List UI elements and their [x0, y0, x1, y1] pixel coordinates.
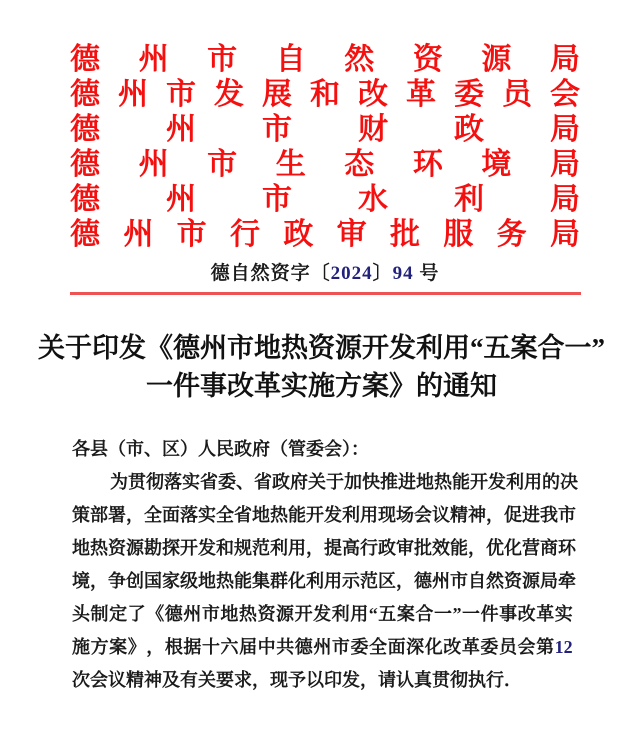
body-char: 省 [254, 472, 272, 492]
body-char: 十 [201, 637, 220, 657]
body-char: 》 [127, 637, 146, 657]
body-char: 化 [504, 538, 522, 558]
agency-name-char: 州 [166, 112, 196, 146]
body-char: 发 [324, 505, 342, 525]
body-char: 创 [126, 571, 144, 591]
body-char: 和 [216, 538, 234, 558]
document-number-digits: 94 [392, 263, 414, 284]
body-char: 第 [536, 637, 555, 657]
agency-name-char: 市 [207, 147, 238, 181]
body-char: 提 [324, 538, 342, 558]
body-char: 化 [424, 637, 443, 657]
body-char: 神 [468, 505, 486, 525]
body-char: 源 [522, 571, 540, 591]
body-char: 件 [480, 604, 499, 624]
agency-name-char: 环 [412, 147, 443, 181]
document-title-line-1: 关于印发《德州市地热资源开发利用“五案合一” [38, 333, 605, 363]
body-char: 据 [183, 637, 202, 657]
body-char: 牵 [558, 571, 576, 591]
agency-name-char: 政 [283, 217, 314, 251]
body-char: 德 [294, 637, 313, 657]
body-char: 用 [360, 505, 378, 525]
body-char: 革 [461, 637, 480, 657]
document-number-row [70, 263, 580, 285]
body-char: 、 [236, 472, 254, 492]
body-char: 五 [378, 604, 397, 624]
document-title [0, 329, 643, 405]
body-char: ， [90, 571, 108, 591]
body-char: 府 [290, 472, 308, 492]
body-text-line [72, 631, 573, 664]
body-char: 会 [414, 505, 432, 525]
body-char: 开 [294, 604, 313, 624]
agency-name-char: 改 [358, 77, 388, 111]
agency-name-char: 市 [176, 217, 207, 251]
body-char: 届 [239, 637, 258, 657]
agency-name-char: 委 [454, 77, 484, 111]
agency-name-char: 局 [550, 182, 580, 216]
body-char: 市 [201, 604, 220, 624]
body-char: 实 [198, 505, 216, 525]
body-char: 地 [198, 571, 216, 591]
body-text: 各县（市、区）人民政府（管委会）： [72, 439, 369, 459]
body-char: 用 [324, 571, 342, 591]
body-char: 争 [108, 571, 126, 591]
body-char: 实 [182, 472, 200, 492]
body-char: 利 [331, 604, 350, 624]
body-char: 热 [270, 505, 288, 525]
body-char: 场 [396, 505, 414, 525]
body-char: 六 [220, 637, 239, 657]
body-char: 发 [313, 604, 332, 624]
agency-name-char: 市 [207, 42, 238, 76]
body-char: 落 [180, 505, 198, 525]
body-char: 方 [90, 637, 109, 657]
body-char: 为 [110, 472, 128, 492]
body-char: 定 [109, 604, 128, 624]
body-char: 省 [234, 505, 252, 525]
body-char: 范 [360, 571, 378, 591]
agency-name-char: 生 [275, 147, 306, 181]
body-char: 源 [276, 604, 295, 624]
body-char: 开 [180, 538, 198, 558]
document-number-digits: 2024 [330, 263, 373, 284]
body-char: 优 [486, 538, 504, 558]
red-header [70, 38, 580, 251]
red-divider-rule [70, 292, 581, 295]
body-char: 用 [288, 538, 306, 558]
body-char: 州 [432, 571, 450, 591]
body-char: 员 [498, 637, 517, 657]
agency-name-char: 市 [262, 112, 292, 146]
body-char: 议 [432, 505, 450, 525]
body-char: 范 [252, 538, 270, 558]
body-text-line [72, 466, 578, 499]
body-char: 落 [164, 472, 182, 492]
body-char: ， [126, 505, 144, 525]
body-char: 深 [406, 637, 425, 657]
body-char: 政 [272, 472, 290, 492]
body-char: 关 [308, 472, 326, 492]
body-char: 快 [362, 472, 380, 492]
body-char: ， [306, 538, 324, 558]
body-char: 地 [252, 505, 270, 525]
body-char: 案 [109, 637, 128, 657]
body-char: 施 [72, 637, 90, 657]
body-char: 贯 [128, 472, 146, 492]
body-text: 次会议精神及有关要求，现予以印发，请认真贯彻执行． [72, 670, 522, 690]
agency-name-char: 德 [70, 77, 100, 111]
body-char: 政 [378, 538, 396, 558]
body-char: ， [396, 571, 414, 591]
body-char: 区 [378, 571, 396, 591]
body-char: 的 [542, 472, 560, 492]
agency-name-char: 员 [502, 77, 532, 111]
agency-name-char: 境 [481, 147, 512, 181]
body-char: 了 [127, 604, 146, 624]
body-char: 现 [378, 505, 396, 525]
body-char: 开 [470, 472, 488, 492]
body-char: 改 [443, 637, 462, 657]
agency-name-char: 州 [118, 77, 148, 111]
body-char: 利 [342, 505, 360, 525]
body-char: 省 [200, 472, 218, 492]
body-char: 用 [350, 604, 369, 624]
body-char: 精 [450, 505, 468, 525]
agency-name-char: 革 [406, 77, 436, 111]
body-number: 12 [554, 637, 573, 657]
agency-name-char: 局 [549, 42, 580, 76]
body-char: ” [452, 604, 462, 624]
agency-name-line [70, 73, 580, 111]
body-char: 共 [276, 637, 295, 657]
body-char: 进 [522, 505, 540, 525]
body-char: 改 [517, 604, 536, 624]
body-char: 德 [414, 571, 432, 591]
body-char: 环 [558, 538, 576, 558]
body-char: 制 [90, 604, 109, 624]
body-char: 市 [450, 571, 468, 591]
body-char: 开 [306, 505, 324, 525]
agency-name-char: 市 [166, 77, 196, 111]
body-char: 市 [331, 637, 350, 657]
body-text-line [72, 598, 573, 631]
agency-name-char: 局 [549, 147, 580, 181]
body-char: 实 [554, 604, 573, 624]
body-char: 局 [540, 571, 558, 591]
agency-name-char: 州 [123, 217, 154, 251]
body-text-line [72, 565, 576, 598]
body-char: 能 [288, 505, 306, 525]
body-char: 能 [450, 538, 468, 558]
agency-name-char: 和 [310, 77, 340, 111]
body-char: 用 [524, 472, 542, 492]
body-char: 审 [396, 538, 414, 558]
agency-name-char: 德 [70, 147, 100, 181]
document-title-line-2: 一件事改革实施方案》的通知 [146, 371, 497, 401]
body-char: 勘 [144, 538, 162, 558]
body-char: 源 [126, 538, 144, 558]
document-number-text: 号 [413, 263, 440, 284]
body-char: 全 [369, 637, 387, 657]
body-char: 地 [220, 604, 239, 624]
body-char: 部 [90, 505, 108, 525]
body-char: 群 [270, 571, 288, 591]
agency-name-char: 州 [166, 182, 196, 216]
body-char: 利 [306, 571, 324, 591]
agency-name-char: 态 [344, 147, 375, 181]
body-char: 州 [313, 637, 332, 657]
body-char: 热 [238, 604, 257, 624]
body-char: ， [468, 538, 486, 558]
agency-name-line [70, 213, 580, 251]
body-char: 面 [162, 505, 180, 525]
document-body [72, 433, 578, 697]
body-char: 一 [462, 604, 481, 624]
body-char: 州 [183, 604, 202, 624]
body-char: 探 [162, 538, 180, 558]
body-char: 根 [164, 637, 183, 657]
agency-name-char: 会 [550, 77, 580, 111]
body-char: 利 [270, 538, 288, 558]
body-char: 面 [387, 637, 406, 657]
body-char: 进 [398, 472, 416, 492]
agency-name-char: 政 [454, 112, 484, 146]
body-char: 热 [434, 472, 452, 492]
body-char: 推 [380, 472, 398, 492]
body-text-line [72, 532, 576, 565]
body-text-line [72, 433, 573, 466]
body-char: 集 [252, 571, 270, 591]
agency-name-char: 源 [481, 42, 512, 76]
body-char: 发 [198, 538, 216, 558]
body-char: 商 [540, 538, 558, 558]
body-char: 彻 [146, 472, 164, 492]
document-number-text: 〕 [372, 263, 393, 284]
body-char: 合 [415, 604, 434, 624]
agency-name-char: 财 [358, 112, 388, 146]
body-char: 资 [504, 571, 522, 591]
body-char: 委 [480, 637, 499, 657]
agency-name-char: 州 [138, 42, 169, 76]
body-char: 一 [433, 604, 452, 624]
body-char: 中 [257, 637, 276, 657]
body-char: 全 [216, 505, 234, 525]
document-number-text: 德自然资字〔 [210, 263, 331, 284]
body-char: 热 [90, 538, 108, 558]
agency-name-char: 服 [443, 217, 474, 251]
agency-name-char: 务 [496, 217, 527, 251]
agency-name-line [70, 143, 580, 181]
body-char: 地 [416, 472, 434, 492]
body-char: 示 [342, 571, 360, 591]
document-number [211, 263, 440, 285]
agency-name-char: 发 [214, 77, 244, 111]
body-char: 我 [540, 505, 558, 525]
body-char: 化 [288, 571, 306, 591]
body-char: 资 [108, 538, 126, 558]
body-text-line [72, 499, 576, 532]
body-char: 委 [218, 472, 236, 492]
body-char: 地 [72, 538, 90, 558]
body-char: 市 [558, 505, 576, 525]
body-char: 会 [517, 637, 536, 657]
agency-name-char: 自 [275, 42, 306, 76]
body-char: 国 [144, 571, 162, 591]
agency-name-char: 利 [454, 182, 484, 216]
body-char: 案 [396, 604, 415, 624]
body-char: 革 [536, 604, 555, 624]
agency-name-char: 资 [412, 42, 443, 76]
body-char: 高 [342, 538, 360, 558]
body-char: 规 [234, 538, 252, 558]
body-char: 利 [506, 472, 524, 492]
body-char: 家 [162, 571, 180, 591]
agency-name-char: 德 [70, 42, 100, 76]
body-char: 德 [164, 604, 183, 624]
agency-name-char: 批 [389, 217, 420, 251]
body-char: 自 [468, 571, 486, 591]
body-char: 然 [486, 571, 504, 591]
agency-name-char: 行 [229, 217, 260, 251]
body-char: 资 [257, 604, 276, 624]
body-char: 营 [522, 538, 540, 558]
body-char: 能 [452, 472, 470, 492]
agency-name-char: 德 [70, 112, 100, 146]
body-char: ， [486, 505, 504, 525]
body-char: 效 [432, 538, 450, 558]
body-char: 于 [326, 472, 344, 492]
agency-name-char: 局 [550, 112, 580, 146]
agency-name-char: 然 [344, 42, 375, 76]
agency-name-char: 德 [70, 217, 100, 251]
body-char: 《 [146, 604, 165, 624]
agency-name-char: 市 [262, 182, 292, 216]
body-char: 能 [234, 571, 252, 591]
agency-name-char: 展 [262, 77, 292, 111]
body-char: 加 [344, 472, 362, 492]
body-char: 行 [360, 538, 378, 558]
body-char: 全 [144, 505, 162, 525]
body-char: 促 [504, 505, 522, 525]
body-char: 决 [560, 472, 578, 492]
body-char: 批 [414, 538, 432, 558]
body-char: 事 [499, 604, 518, 624]
body-char: 发 [488, 472, 506, 492]
body-char: 级 [180, 571, 198, 591]
body-char: 头 [72, 604, 90, 624]
body-char: “ [368, 604, 378, 624]
body-char: 署 [108, 505, 126, 525]
agency-name-char: 州 [138, 147, 169, 181]
body-char: ， [146, 637, 165, 657]
agency-name-char: 德 [70, 182, 100, 216]
agency-name-char: 审 [336, 217, 367, 251]
body-char: 委 [350, 637, 369, 657]
agency-name-char: 水 [358, 182, 388, 216]
body-text-line [72, 664, 573, 697]
body-char: 策 [72, 505, 90, 525]
agency-name-char: 局 [549, 217, 580, 251]
body-char: 境 [72, 571, 90, 591]
body-char: 热 [216, 571, 234, 591]
